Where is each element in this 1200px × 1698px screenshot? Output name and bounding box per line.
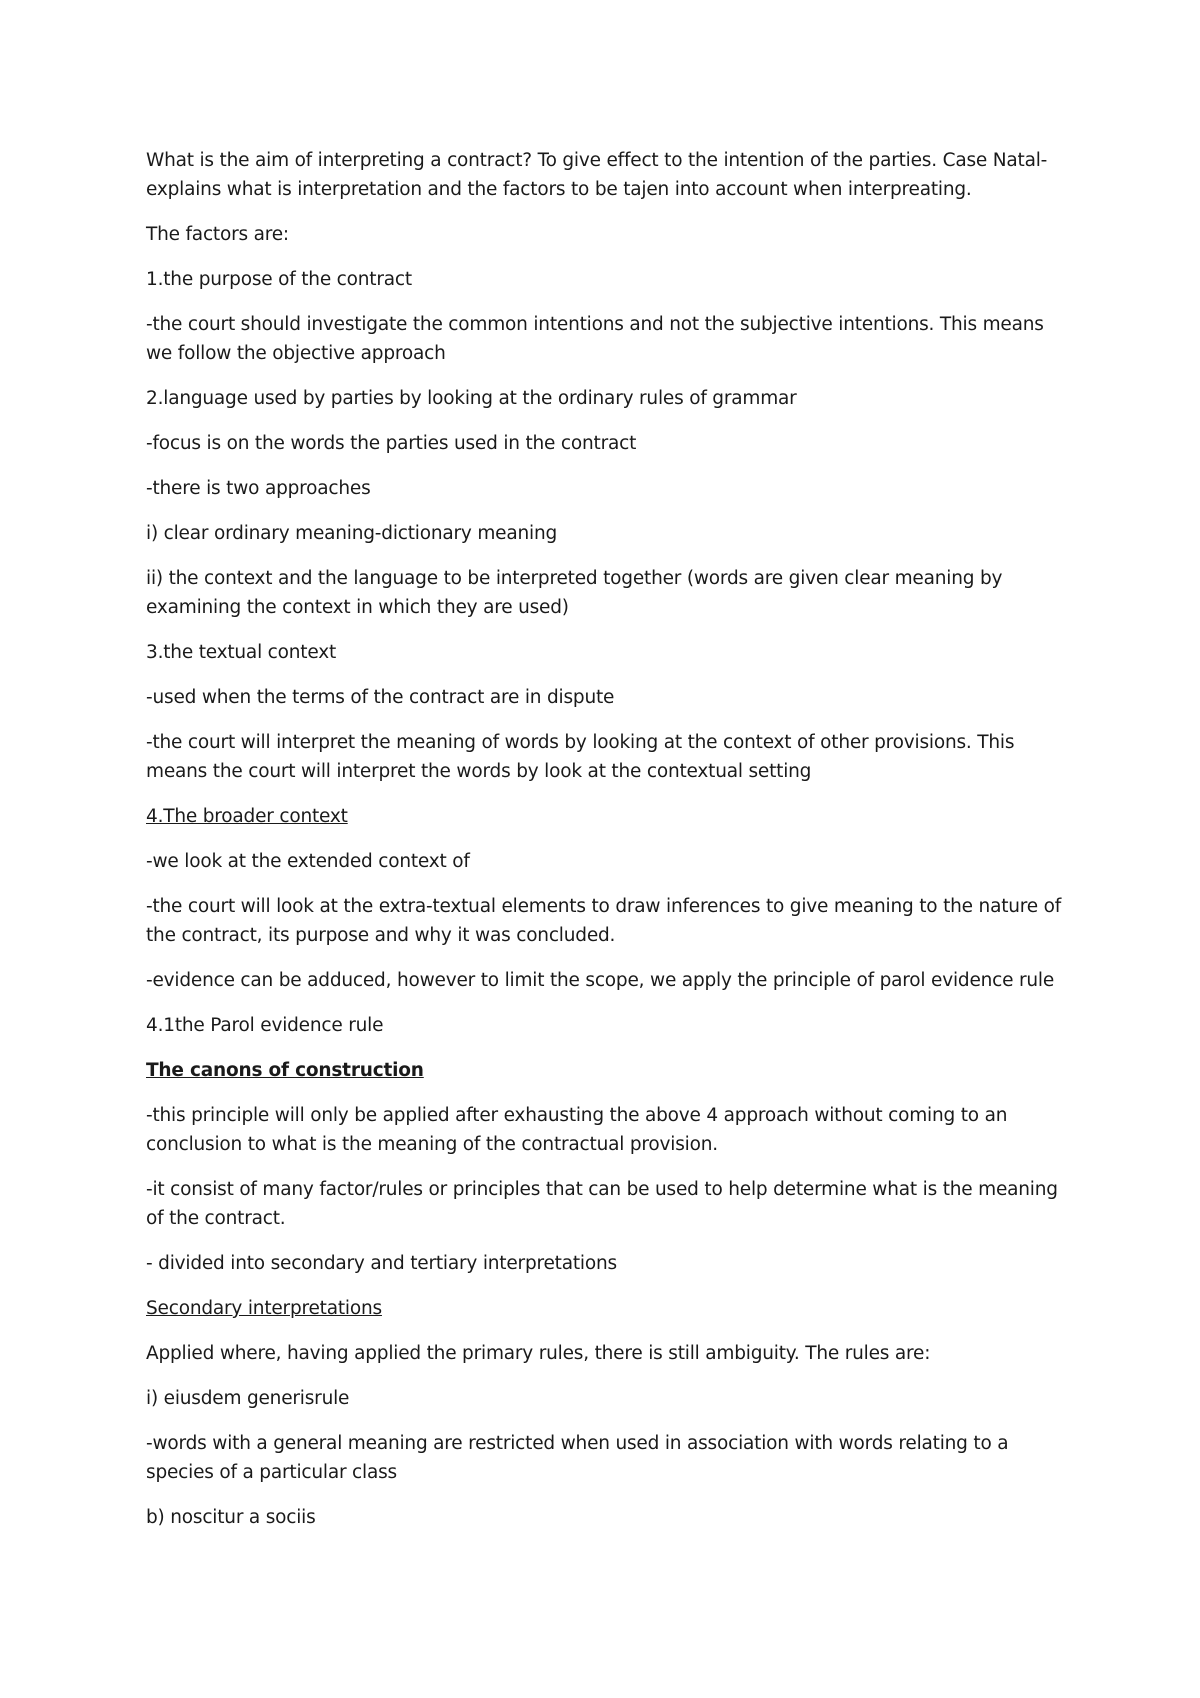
list-item-context-language: ii) the context and the language to be interpreted together (words are given clear meaning by examining the context in which they are used): [146, 568, 1003, 618]
heading-canons-of-construction: The canons of construction: [146, 1060, 424, 1081]
paragraph-applied-where: Applied where, having applied the primary rules, there is still ambiguity. The rules are:: [146, 1343, 931, 1364]
paragraph-focus-words: -focus is on the words the parties used in the contract: [146, 433, 637, 454]
paragraph-common-intentions: -the court should investigate the common intentions and not the subjective intentions. This means we follow the objective approach: [146, 314, 1044, 364]
document-body: [146, 146, 1066, 1548]
paragraph-extra-textual: -the court will look at the extra-textual elements to draw inferences to give meaning to the nature of the contract, its purpose and why it was concluded.: [146, 896, 1062, 946]
paragraph-extended-context: -we look at the extended context of: [146, 851, 470, 872]
paragraph-terms-dispute: -used when the terms of the contract are in dispute: [146, 687, 615, 708]
heading-textual-context: 3.the textual context: [146, 642, 337, 663]
heading-broader-context: 4.The broader context: [146, 806, 348, 827]
list-item-eiusdem-generis: i) eiusdem generisrule: [146, 1388, 350, 1409]
heading-purpose: 1.the purpose of the contract: [146, 269, 412, 290]
paragraph-divided: - divided into secondary and tertiary interpretations: [146, 1253, 617, 1274]
list-item-clear-meaning: i) clear ordinary meaning-dictionary meaning: [146, 523, 558, 544]
paragraph-evidence-adduced: -evidence can be adduced, however to limit the scope, we apply the principle of parol evidence rule: [146, 970, 1055, 991]
paragraph-two-approaches: -there is two approaches: [146, 478, 371, 499]
paragraph-aim: What is the aim of interpreting a contract? To give effect to the intention of the parties. Case Natal-explains what is interpretation and the factors to be tajen into account when interpreating.: [146, 150, 1048, 200]
heading-secondary-interpretations: Secondary interpretations: [146, 1298, 382, 1319]
heading-language: 2.language used by parties by looking at the ordinary rules of grammar: [146, 388, 797, 409]
paragraph-general-meaning: -words with a general meaning are restricted when used in association with words relating to a species of a particular class: [146, 1433, 1009, 1483]
paragraph-principle-applied: -this principle will only be applied after exhausting the above 4 approach without coming to an conclusion to what is the meaning of the contractual provision.: [146, 1105, 1008, 1155]
paragraph-court-interpret: -the court will interpret the meaning of words by looking at the context of other provisions. This means the court will interpret the words by look at the contextual setting: [146, 732, 1015, 782]
heading-parol-evidence: 4.1the Parol evidence rule: [146, 1015, 384, 1036]
list-item-noscitur: b) noscitur a sociis: [146, 1507, 316, 1528]
paragraph-factors-intro: The factors are:: [146, 224, 289, 245]
paragraph-consist-factors: -it consist of many factor/rules or principles that can be used to help determine what is the meaning of the contract.: [146, 1179, 1058, 1229]
